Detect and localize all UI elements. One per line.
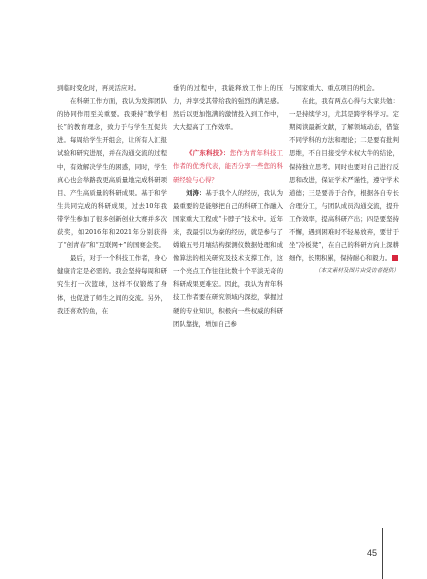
paragraph-text: 在此，我有两点心得与大家共勉：一是持续学习，尤其是跨学科学习。定期阅读最新文献，了解领域动态，借鉴不同学科的方法和理论；二是要有批判思维，不自目接受学术权大牛的结论，保持独立思考。同时也要对自己进行反思和改进，保证学术严谨性，遵守学术道德；三是要善于合作，根据各自专长合理分工，与团队成员沟通交流，提升工作效率，提高科研产出；四是要坚持不懈，遇到困难时不轻易放弃，要甘于坐“冷板凳”，在自己的科研方向上深耕细作，长期积累，保持耐心和毅力。 xyxy=(289,97,399,263)
answer-text: 基于我个人的经历，我认为最重要的是能够把自己的科研工作融入国家重大工程或“卡脖子”技术中。近年来，我最引以为豪的经历，就是参与了嫦娥五号月壤结构探测仪数据处理和成像算法的相关研究及技术支撑工作，这一个亮点工作往往比数十个平淡无奇的科研成果更难宏。因此，我认为青年科技工作者要在研究领域内深挖，掌握过硬的专业知识，积极向一些权威的科研团队靠拢，增加自己参 xyxy=(173,188,284,328)
paragraph: 最后，对于一个科技工作者，身心健康肯定是必需的。我会坚持每周和研究生打一次篮球，这样不仅锻炼了身体，也促进了师生之间的交流。另外，我还喜欢钓鱼，在 xyxy=(57,254,167,315)
text-column-right xyxy=(289,82,399,278)
page-number-divider xyxy=(382,528,383,579)
paragraph xyxy=(289,95,399,265)
paragraph: 垂钓的过程中，我能释放工作上的压力，并享受其带给我的强烈的满足感。然后以更加饱满的激情投入到工作中，大大提高了工作效率。 xyxy=(173,84,283,132)
paragraph: 到临时变化时，再灵活应对。 xyxy=(57,84,141,92)
end-mark-icon xyxy=(392,255,398,261)
text-column-left xyxy=(57,82,167,318)
source-credit: （本文素材及图片由受访者提供） xyxy=(315,268,399,275)
page-number: 45 xyxy=(367,548,378,558)
question-label: 《广东科技》： xyxy=(186,149,230,158)
answer-label: 刘涛： xyxy=(186,188,206,197)
interview-answer xyxy=(173,187,283,331)
paragraph: 与国家重大、重点项目的机会。 xyxy=(289,84,379,92)
text-column-middle xyxy=(173,82,283,331)
question-text: 您作为青年科技工作者的优秀代表，能否分享一些您的科研经验与心得？ xyxy=(173,149,283,184)
paragraph: 在科研工作方面，我认为发挥团队的协同作用至关重要。我秉持“教学相长”的教育理念，致力于与学生互促共进。每周给学生开组会，让所有人汇报试验和研究进展，并在沟通交流的过程中，有效解决学生的困惑，同时，学生真心也会举路我更高质量地完成科研项目、产生高质量的科研成果。基于和学生共同完成的科研成果，过去10年我带学生参加了很多创新创业大赛并多次获奖，如2016年和2021年分别获得了“创青春”和“互联网+”的国赛金奖。 xyxy=(57,97,167,250)
interview-question xyxy=(173,147,283,186)
